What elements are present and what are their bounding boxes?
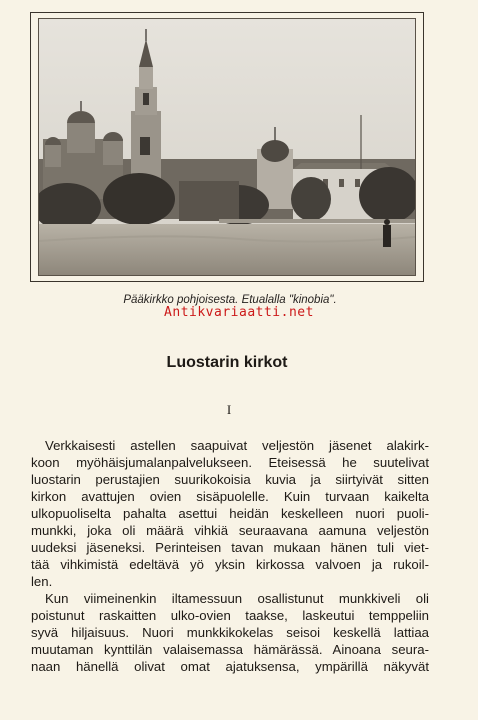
text-line: luostarin perustajien suurikokoisia kuvia ja siirtyivät sitten [31,472,429,487]
text-line: muutaman kynttilän valaisemassa hämärässä. Ainoana seura- [31,642,429,657]
text-line: koon myöhäisjumalanpalvelukseen. Eteisessä he suutelivat [31,455,429,470]
watermark: Antikvariaatti.net [164,305,314,320]
body-text [31,437,429,675]
text-line: Verkkaisesti astellen saapuivat veljestön jäsenet alakirk- [45,438,429,453]
photo-caption: Pääkirkko pohjoisesta. Etualalla "kinobia". [123,294,337,306]
text-line: uudeksi jäseneksi. Perinteisen tavan mukaan hänen tuli viet- [31,540,429,555]
monastery-photo [38,18,416,276]
text-line: kirkon avattujen ovien sisäpuolelle. Kuin turvaan kaikelta [31,489,429,504]
monastery-photo-image [39,19,415,275]
text-line: tää vihkimistä edeltävä yö yksin kirkossa valvoen ja rukoil- [31,557,429,572]
text-line: syvä hiljaisuus. Nuori munkkikokelas seisoi keskellä lattiaa [31,625,429,640]
chapter-title: Luostarin kirkot [166,354,288,371]
text-line: Kun viimeinenkin iltamessuun osallistunut munkkiveli oli [45,591,429,606]
text-line: poistunut raskaitten ulko-ovien taakse, laskeutui temppeliin [31,608,429,623]
text-line: ulkopuoliselta pahalta asettui heidän keskelleen nuori puoli- [31,506,429,521]
text-line: len. [31,574,53,589]
photo-frame [30,12,424,282]
chapter-number: I [226,402,232,417]
text-line: munkki, joka oli määrä vihkiä seuraavana aamuna veljestön [31,523,429,538]
text-line: naan hänellä olivat omat ajatuksensa, ympärillä näkyvät [31,659,429,674]
